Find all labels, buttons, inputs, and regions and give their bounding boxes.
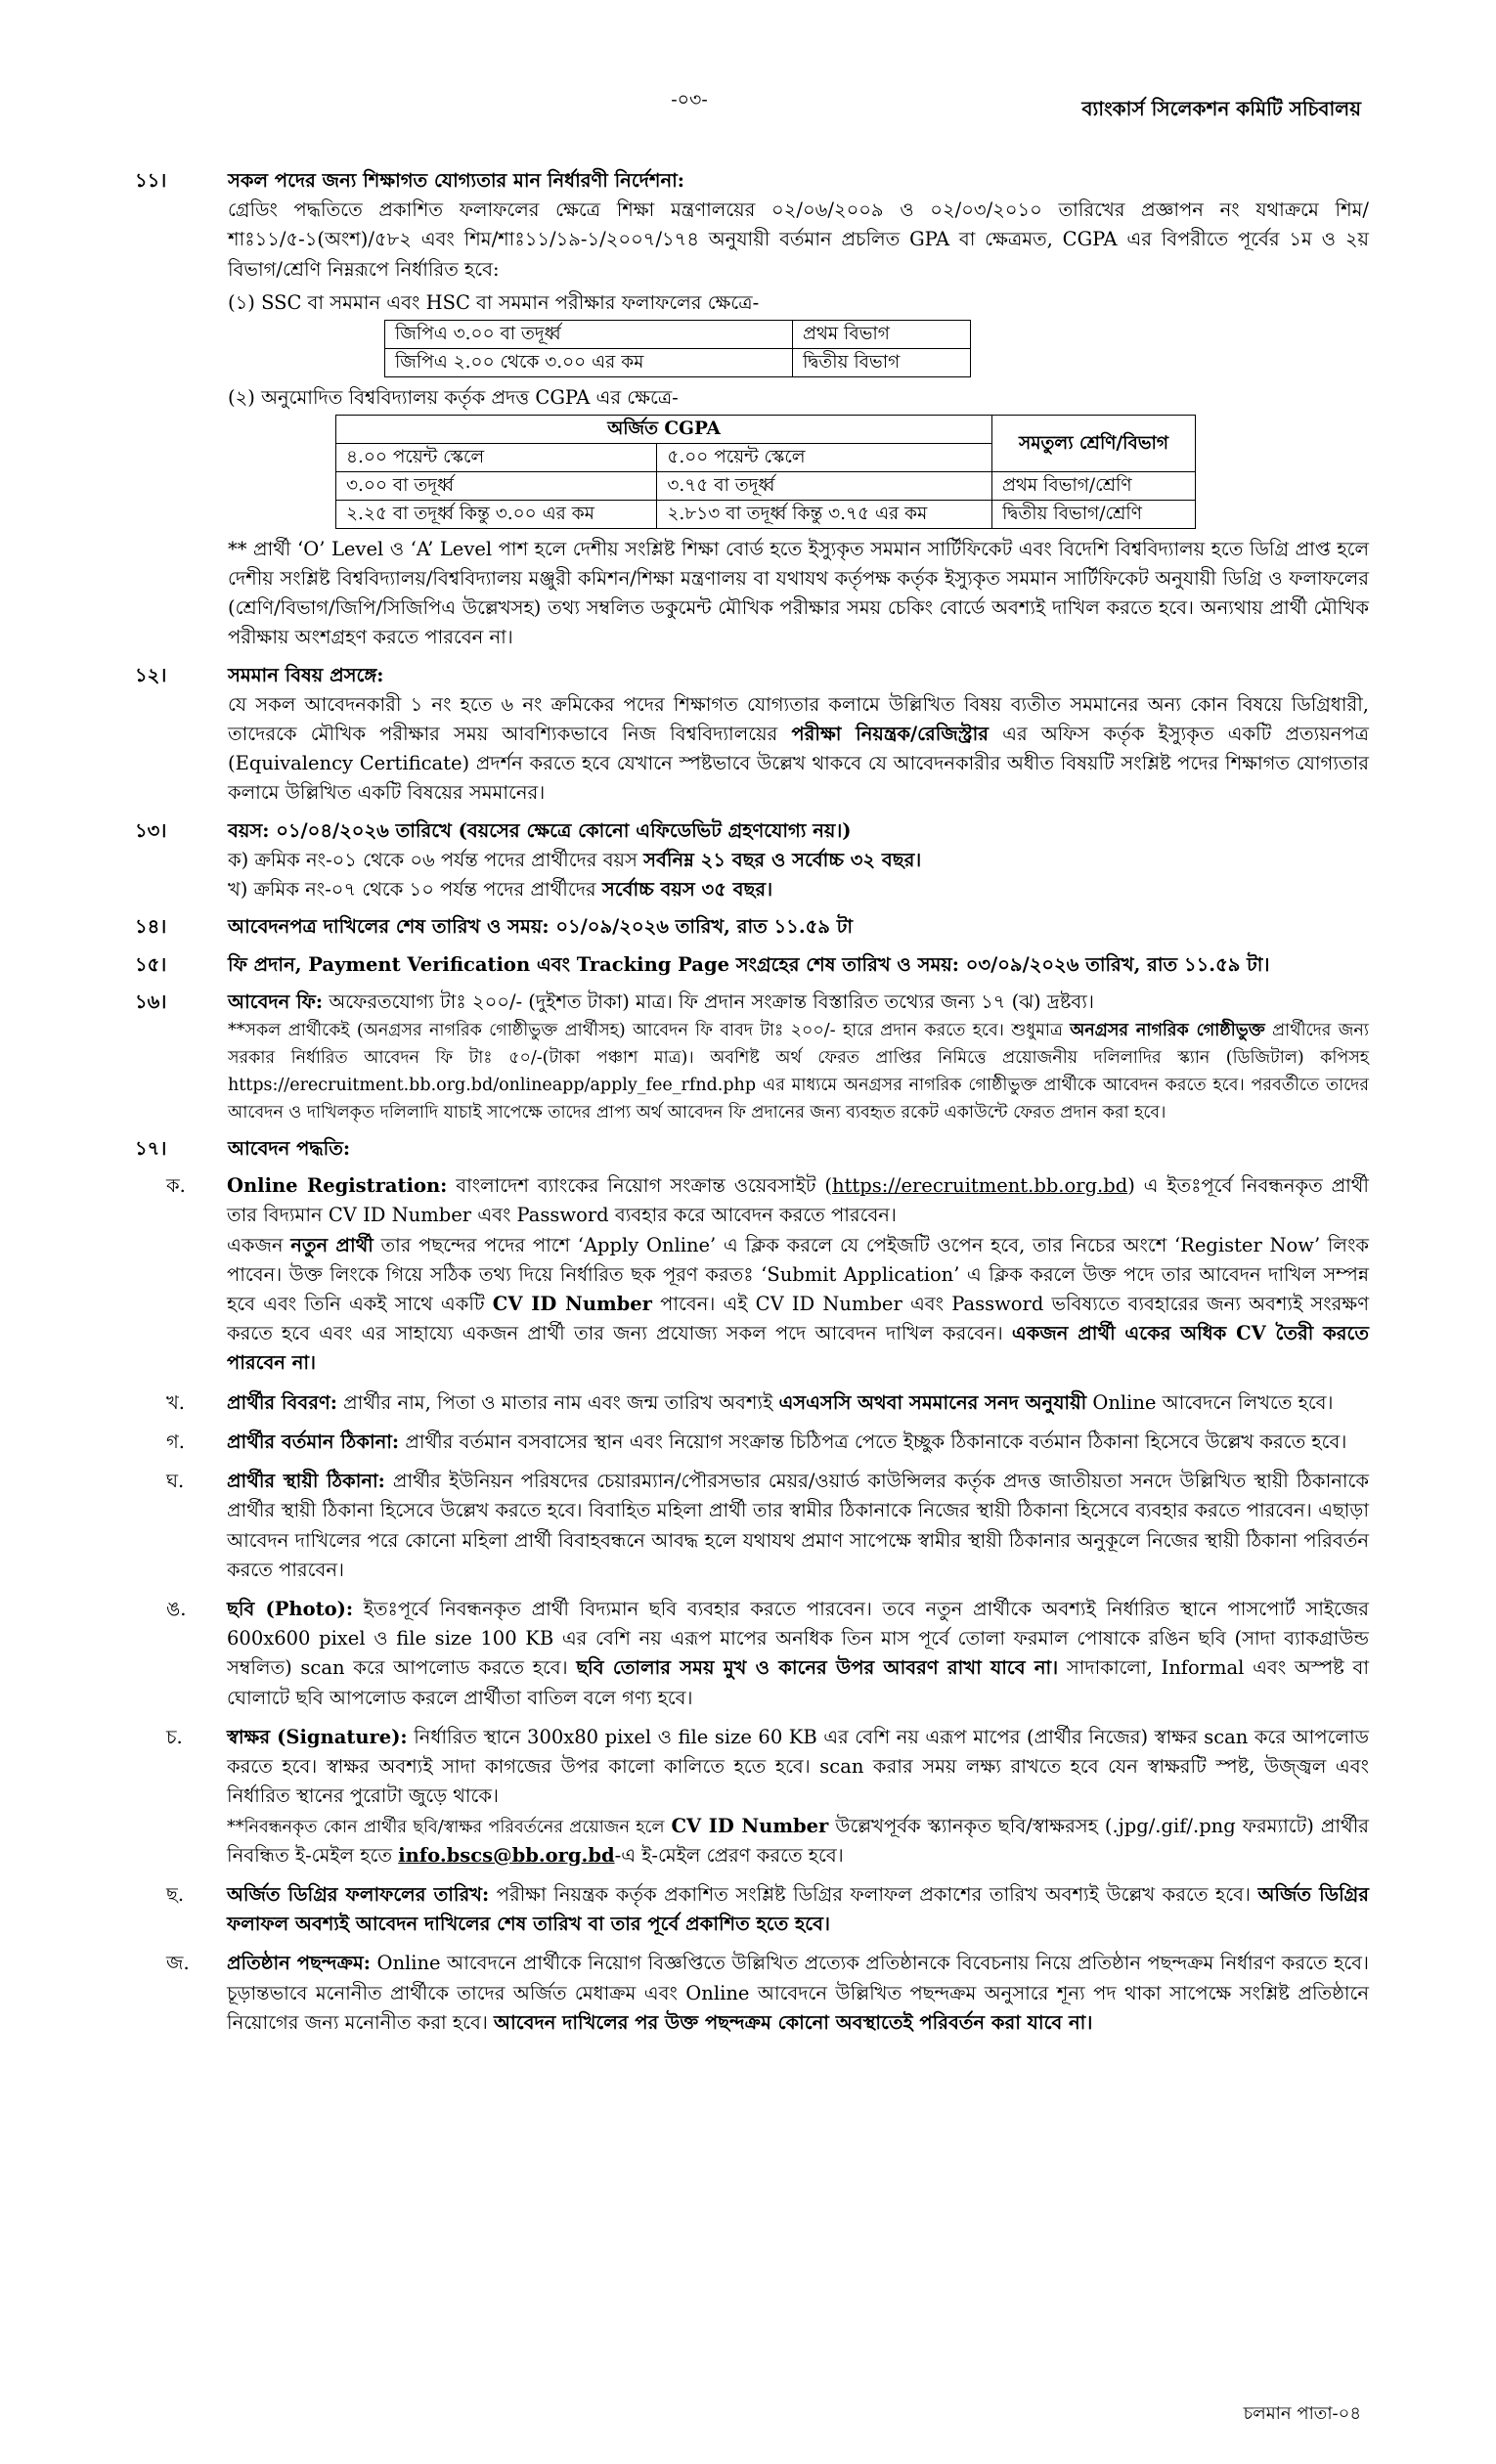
list-item-signature: চ. স্বাক্ষর (Signature): নির্ধারিত স্থানে 300x80 pixel ও file size 60 KB এর বেশি নয় এরূপ মাপের (প্রার্থীর নিজের) স্বাক্ষর scan করে আপলোড করতে হবে। স্বাক্ষর অবশ্যই সাদা কাগজের উপর কালো কালিতে হতে হবে। scan করার সময় লক্ষ্য রাখতে হবে যেন স্বাক্ষরটি স্পষ্ট, উজ্জ্বল এবং নির্ধারিত স্থানের পুরোটা জুড়ে থাকে। **নিবন্ধনকৃত কোন প্রার্থীর ছবি/স্বাক্ষর পরিবর্তনের প্রয়োজন হলে CV ID Number উল্লেখপূর্বক স্ক্যানকৃত ছবি/স্বাক্ষরসহ (.jpg/.gif/.png ফরম্যাটে) প্রার্থীর নিবন্ধিত ই-মেইল হতে info.bscs@bb.org.bd-এ ই-মেইল প্রেরণ করতে হবে।	[166, 1725, 1370, 1867]
section-intro: গ্রেডিং পদ্ধতিতে প্রকাশিত ফলাফলের ক্ষেত্রে শিক্ষা মন্ত্রণালয়ের ০২/০৬/২০০৯ ও ০২/০৩/২০১০ তারিখের প্রজ্ঞাপন নং যথাক্রমে শিম/শাঃ১১/৫-১(অংশ)/৫৮২ এবং শিম/শাঃ১১/১৯-১/২০০৭/১৭৪ অনুযায়ী বর্তমান প্রচলিত GPA বা ক্ষেত্রমত, CGPA এর বিপরীতে পূর্বের ১ম ও ২য় বিভাগ/শ্রেণি নিম্নরূপে নির্ধারিত হবে:	[228, 198, 1369, 281]
table-cell: দ্বিতীয় বিভাগ/শ্রেণি	[992, 500, 1196, 528]
list-item-candidate-details: খ. প্রার্থীর বিবরণ: প্রার্থীর নাম, পিতা ও মাতার নাম এবং জন্ম তারিখ অবশ্যই এসএসসি অথবা সমমানের সনদ অনুযায়ী Online আবেদনে লিখতে হবে।	[166, 1390, 1334, 1414]
age-line-b: খ) ক্রমিক নং-০৭ থেকে ১০ পর্যন্ত পদের প্রার্থীদের সর্বোচ্চ বয়স ৩৫ বছর।	[228, 878, 773, 902]
age-line-a: ক) ক্রমিক নং-০১ থেকে ০৬ পর্যন্ত পদের প্রার্থীদের বয়স সর্বনিম্ন ২১ বছর ও সর্বোচ্চ ৩২ বছর।	[228, 848, 922, 871]
table-row	[336, 416, 1196, 444]
document-body	[135, 166, 1369, 2047]
table-row	[336, 500, 1196, 528]
ssc-hsc-heading: (১) SSC বা সমমান এবং HSC বা সমমান পরীক্ষার ফলাফলের ক্ষেত্রে-	[228, 290, 760, 314]
table-row	[385, 348, 971, 376]
section-17	[135, 1134, 1369, 1164]
fee-note: **সকল প্রার্থীকেই (অনগ্রসর নাগরিক গোষ্ঠীভুক্ত প্রার্থীসহ) আবেদন ফি বাবদ টাঃ ২০০/- হারে প্রদান করতে হবে। শুধুমাত্র অনগ্রসর নাগরিক গোষ্ঠীভুক্ত প্রার্থীদের জন্য সরকার নির্ধারিত আবেদন ফি টাঃ ৫০/-(টাকা পঞ্চাশ মাত্র)। অবশিষ্ট অর্থ ফেরত প্রাপ্তির নিমিত্তে প্রয়োজনীয় দলিলাদির স্ক্যান (ডিজিটাল) কপিসহ https://erecruitment.bb.org.bd/onlineapp/apply_fee_rfnd.php এর মাধ্যমে অনগ্রসর নাগরিক গোষ্ঠীভুক্ত প্রার্থীকে আবেদন করতে হবে। পরবর্তীতে তাদের আবেদন ও দাখিলকৃত দলিলাদি যাচাই সাপেক্ষে তাদের প্রাপ্য অর্থ আবেদন ফি প্রদানের জন্য ব্যবহৃত রকেট একাউন্টে ফেরত প্রদান করা হবে।	[228, 1020, 1369, 1122]
table-cell: ৪.০০ পয়েন্ট স্কেলে	[336, 443, 657, 471]
table-cell: দ্বিতীয় বিভাগ	[793, 348, 971, 376]
table-cell: প্রথম বিভাগ	[793, 321, 971, 349]
section-number: ১২।	[135, 663, 167, 686]
cgpa-heading: (২) অনুমোদিত বিশ্ববিদ্যালয় কর্তৃক প্রদত্ত CGPA এর ক্ষেত্রে-	[228, 385, 679, 409]
section-title: সকল পদের জন্য শিক্ষাগত যোগ্যতার মান নির্ধারণী নির্দেশনা:	[228, 169, 684, 192]
section-15	[135, 950, 1369, 980]
page-number: -০৩-	[671, 89, 708, 110]
cgpa-table	[335, 415, 1196, 529]
section-number: ১৫।	[135, 952, 167, 976]
gpa-table	[384, 320, 971, 377]
table-cell: ৩.০০ বা তদূর্ধ্ব	[336, 471, 657, 500]
table-header-cgpa: অর্জিত CGPA	[336, 416, 992, 444]
section-14	[135, 912, 1369, 942]
list-item-result-date: ছ. অর্জিত ডিগ্রির ফলাফলের তারিখ: পরীক্ষা নিয়ন্ত্রক কর্তৃক প্রকাশিত সংশ্লিষ্ট ডিগ্রির ফলাফল প্রকাশের তারিখ অবশ্যই উল্লেখ করতে হবে। অর্জিত ডিগ্রির ফলাফল অবশ্যই আবেদন দাখিলের শেষ তারিখ বা তার পূর্বে প্রকাশিত হতে হবে।	[166, 1882, 1370, 1936]
list-item-online-registration: ক. Online Registration: বাংলাদেশ ব্যাংকের নিয়োগ সংক্রান্ত ওয়েবসাইট (https://erecruitment.bb.org.bd) এ ইতঃপূর্বে নিবন্ধনকৃত প্রার্থী তার বিদ্যমান CV ID Number এবং Password ব্যবহার করে আবেদন করতে পারবেন। একজন নতুন প্রার্থী তার পছন্দের পদের পাশে ‘Apply Online’ এ ক্লিক করলে যে পেইজটি ওপেন হবে, তার নিচের অংশে ‘Register Now’ লিংক পাবেন। উক্ত লিংকে গিয়ে সঠিক তথ্য দিয়ে নির্ধারিত ছক পূরণ করতঃ ‘Submit Application’ এ ক্লিক করলে উক্ত পদে তার আবেদন দাখিল সম্পন্ন হবে এবং তিনি একই সাথে একটি CV ID Number পাবেন। এই CV ID Number এবং Password ভবিষ্যতে ব্যবহারের জন্য অবশ্যই সংরক্ষণ করতে হবে এবং এর সাহায্যে একজন প্রার্থী তার জন্য প্রযোজ্য সকল পদে আবেদন দাখিল করবেন। একজন প্রার্থী একের অধিক CV তৈরী করতে পারবেন না।	[166, 1174, 1369, 1375]
section-title: আবেদনপত্র দাখিলের শেষ তারিখ ও সময়: ০১/০৯/২০২৬ তারিখ, রাত ১১.৫৯ টা	[228, 915, 853, 939]
table-cell: জিপিএ ৩.০০ বা তদূর্ধ্ব	[385, 321, 793, 349]
list-item-photo: ঙ. ছবি (Photo): ইতঃপূর্বে নিবন্ধনকৃত প্রার্থী বিদ্যমান ছবি ব্যবহার করতে পারবেন। তবে নতুন প্রার্থীকে অবশ্যই নির্ধারিত স্থানে পাসপোর্ট সাইজের 600x600 pixel ও file size 100 KB এর বেশি নয় এরূপ মাপের অনধিক তিন মাস পূর্বে তোলা ফরমাল পোষাকে রঙিন ছবি (সাদা ব্যাকগ্রাউন্ড সম্বলিত) scan করে আপলোড করতে হবে। ছবি তোলার সময় মুখ ও কানের উপর আবরণ রাখা যাবে না। সাদাকালো, Informal এবং অস্পষ্ট বা ঘোলাটে ছবি আপলোড করলে প্রার্থীতা বাতিল বলে গণ্য হবে।	[166, 1598, 1370, 1709]
continued-page-note: চলমান পাতা-০৪	[1243, 2403, 1361, 2424]
section-note: ** প্রার্থী ‘O’ Level ও ‘A’ Level পাশ হলে দেশীয় সংশ্লিষ্ট শিক্ষা বোর্ড হতে ইস্যুকৃত সমমান সার্টিফিকেট এবং বিদেশি বিশ্ববিদ্যালয় হতে ডিগ্রি প্রাপ্ত হলে দেশীয় সংশ্লিষ্ট বিশ্ববিদ্যালয়/বিশ্ববিদ্যালয় মঞ্জুরী কমিশন/শিক্ষা মন্ত্রণালয় বা যথাযথ কর্তৃপক্ষ কর্তৃক ইস্যুকৃত সমমান সার্টিফিকেট অনুযায়ী ডিগ্রি ও ফলাফলের (শ্রেণি/বিভাগ/জিপি/সিজিপিএ উল্লেখসহ) তথ্য সম্বলিত ডকুমেন্ট মৌখিক পরীক্ষার সময় চেকিং বোর্ডে অবশ্যই দাখিল করতে হবে। অন্যথায় প্রার্থী মৌখিক পরীক্ষায় অংশগ্রহণ করতে পারবেন না।	[228, 537, 1369, 649]
application-procedure-list	[135, 1171, 1369, 2038]
section-number: ১৩।	[135, 818, 167, 842]
table-header-equivalent: সমতুল্য শ্রেণি/বিভাগ	[992, 416, 1196, 472]
section-number: ১৬।	[135, 990, 167, 1013]
section-12	[135, 661, 1369, 809]
erecruitment-link[interactable]: https://erecruitment.bb.org.bd	[832, 1174, 1128, 1198]
table-cell: ২.৮১৩ বা তদূর্ধ্ব কিন্তু ৩.৭৫ এর কম	[657, 500, 992, 528]
section-number: ১৭।	[135, 1136, 167, 1160]
list-item-institution-preference: জ. প্রতিষ্ঠান পছন্দক্রম: Online আবেদনে প্রার্থীকে নিয়োগ বিজ্ঞপ্তিতে উল্লিখিত প্রত্যেক প্রতিষ্ঠানকে বিবেচনায় নিয়ে প্রতিষ্ঠান পছন্দক্রম নির্ধারণ করতে হবে। চূড়ান্তভাবে মনোনীত প্রার্থীকে তাদের অর্জিত মেধাক্রম এবং Online আবেদনে উল্লিখিত পছন্দক্রম অনুসারে শূন্য পদ থাকা সাপেক্ষে সংশ্লিষ্ট প্রতিষ্ঠানে নিয়োগের জন্য মনোনীত করা হবে। আবেদন দাখিলের পর উক্ত পছন্দক্রম কোনো অবস্থাতেই পরিবর্তন করা যাবে না।	[166, 1952, 1369, 2034]
email-link[interactable]: info.bscs@bb.org.bd	[398, 1843, 615, 1867]
section-text: যে সকল আবেদনকারী ১ নং হতে ৬ নং ক্রমিকের পদের শিক্ষাগত যোগ্যতার কলামে উল্লিখিত বিষয় ব্যতীত সমমানের অন্য কোন বিষয়ে ডিগ্রিধারী, তাদেরকে মৌখিক পরীক্ষার সময় আবশ্যিকভাবে নিজ বিশ্ববিদ্যালয়ের পরীক্ষা নিয়ন্ত্রক/রেজিস্ট্রার এর অফিস কর্তৃক ইস্যুকৃত একটি প্রত্যয়নপত্র (Equivalency Certificate) প্রদর্শন করতে হবে যেখানে স্পষ্টভাবে উল্লেখ থাকবে যে আবেদনকারীর অধীত বিষয়টি সংশ্লিষ্ট পদের শিক্ষাগত যোগ্যতার কলামে উল্লিখিত একটি বিষয়ের সমমানের।	[228, 692, 1370, 805]
section-title: ফি প্রদান, Payment Verification এবং Tracking Page সংগ্রহের শেষ তারিখ ও সময়: ০৩/০৯/২০২৬ তারিখ, রাত ১১.৫৯ টা।	[228, 952, 1270, 976]
list-item-present-address: গ. প্রার্থীর বর্তমান ঠিকানা: প্রার্থীর বর্তমান বসবাসের স্থান এবং নিয়োগ সংক্রান্ত চিঠিপত্র পেতে ইচ্ছুক ঠিকানাকে বর্তমান ঠিকানা হিসেবে উল্লেখ করতে হবে।	[166, 1430, 1347, 1453]
table-cell: ২.২৫ বা তদূর্ধ্ব কিন্তু ৩.০০ এর কম	[336, 500, 657, 528]
section-title: সমমান বিষয় প্রসঙ্গে:	[228, 663, 384, 686]
section-title: আবেদন পদ্ধতি:	[228, 1136, 351, 1160]
section-16	[135, 988, 1369, 1126]
table-cell: ৫.০০ পয়েন্ট স্কেলে	[657, 443, 992, 471]
table-row	[385, 321, 971, 349]
list-item-permanent-address: ঘ. প্রার্থীর স্থায়ী ঠিকানা: প্রার্থীর ইউনিয়ন পরিষদের চেয়ারম্যান/পৌরসভার মেয়র/ওয়ার্ড কাউন্সিলর কর্তৃক প্রদত্ত জাতীয়তা সনদে উল্লিখিত স্থায়ী ঠিকানাকে প্রার্থীর স্থায়ী ঠিকানা হিসেবে উল্লেখ করতে হবে। বিবাহিত মহিলা প্রার্থী তার স্বামীর ঠিকানাকে নিজের স্থায়ী ঠিকানা হিসেবে ব্যবহার করতে পারবেন। এছাড়া আবেদন দাখিলের পরে কোনো মহিলা প্রার্থী বিবাহবন্ধনে আবদ্ধ হলে যথাযথ প্রমাণ সাপেক্ষে স্বামীর স্থায়ী ঠিকানার অনুকূলে নিজের স্থায়ী ঠিকানা পরিবর্তন করতে পারবেন।	[166, 1470, 1369, 1581]
section-title: বয়স: ০১/০৪/২০২৬ তারিখে (বয়সের ক্ষেত্রে কোনো এফিডেভিট গ্রহণযোগ্য নয়।)	[228, 818, 852, 842]
section-number: ১৪।	[135, 915, 167, 939]
fee-line: আবেদন ফি: অফেরতযোগ্য টাঃ ২০০/- (দুইশত টাকা) মাত্র। ফি প্রদান সংক্রান্ত বিস্তারিত তথ্যের জন্য ১৭ (ঝ) দ্রষ্টব্য।	[228, 990, 1094, 1013]
section-13	[135, 816, 1369, 905]
table-cell: প্রথম বিভাগ/শ্রেণি	[992, 471, 1196, 500]
header-organization: ব্যাংকার্স সিলেকশন কমিটি সচিবালয়	[1081, 97, 1361, 120]
table-cell: জিপিএ ২.০০ থেকে ৩.০০ এর কম	[385, 348, 793, 376]
table-row	[336, 471, 1196, 500]
section-11	[135, 166, 1369, 653]
section-number: ১১।	[135, 169, 167, 192]
table-cell: ৩.৭৫ বা তদূর্ধ্ব	[657, 471, 992, 500]
